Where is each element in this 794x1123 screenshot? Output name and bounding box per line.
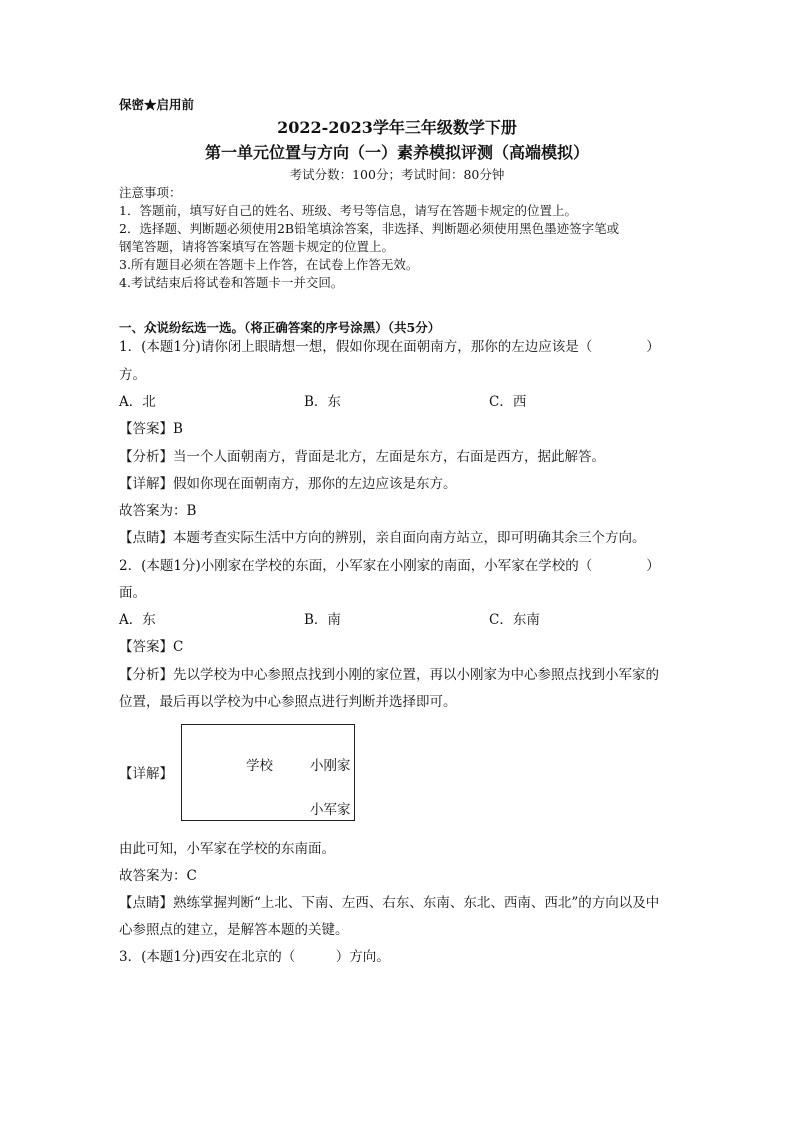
q2-stem-cont: 面。	[119, 585, 146, 601]
direction-diagram	[181, 724, 355, 821]
q2-comment-cont: 心参照点的建立，是解答本题的关键。	[119, 922, 349, 938]
section-heading: 一、众说纷纭选一选。（将正确答案的序号涂黑）（共5分）	[119, 320, 441, 335]
q1-option-c: C．西	[489, 394, 527, 410]
q1-option-a: A．北	[119, 394, 156, 410]
q1-detail: 【详解】假如你现在面朝南方，那你的左边应该是东方。	[119, 476, 457, 492]
note-item: 3.所有题目必须在答题卡上作答，在试卷上作答无效。	[119, 257, 419, 272]
q2-result: 由此可知，小军家在学校的东南面。	[119, 841, 335, 857]
note-item: 2．选择题、判断题必须使用2B铅笔填涂答案，非选择、判断题必须使用黑色墨迹签字笔或	[119, 221, 620, 236]
q2-analysis-cont: 位置，最后再以学校为中心参照点进行判断并选择即可。	[119, 694, 457, 710]
q1-conclusion: 故答案为：B	[119, 503, 197, 519]
confidential-label: 保密★启用前	[119, 97, 195, 112]
title-line-1: 2022-2023学年三年级数学下册	[277, 118, 517, 137]
q1-stem: 1．(本题1分)请你闭上眼睛想一想，假如你现在面朝南方，那你的左边应该是（ ）	[119, 339, 660, 355]
exam-info: 考试分数：100分；考试时间：80分钟	[289, 167, 505, 182]
school-label: 学校	[246, 758, 273, 774]
q2-answer: 【答案】C	[119, 639, 184, 655]
q2-stem: 2．(本题1分)小刚家在学校的东面，小军家在小刚家的南面，小军家在学校的（ ）	[119, 558, 660, 574]
q2-option-a: A．东	[119, 612, 156, 628]
note-item: 1．答题前，填写好自己的姓名、班级、考号等信息，请写在答题卡规定的位置上。	[119, 203, 577, 218]
q1-stem-cont: 方。	[119, 367, 146, 383]
q2-conclusion: 故答案为：C	[119, 868, 197, 884]
q1-answer: 【答案】B	[119, 421, 183, 437]
xiaogang-home-label: 小刚家	[310, 758, 351, 774]
note-item: 钢笔答题，请将答案填写在答题卡规定的位置上。	[119, 239, 395, 254]
q1-option-b: B．东	[304, 394, 341, 410]
q2-option-b: B．南	[304, 612, 341, 628]
q2-option-c: C．东南	[489, 612, 540, 628]
q2-detail-label: 【详解】	[119, 766, 173, 782]
q1-comment: 【点睛】本题考查实际生活中方向的辨别，亲自面向南方站立，即可明确其余三个方向。	[119, 530, 646, 546]
note-item: 4.考试结束后将试卷和答题卡一并交回。	[119, 275, 344, 290]
notes-heading: 注意事项：	[119, 185, 182, 200]
q2-comment: 【点睛】熟练掌握判断“上北、下南、左西、右东、东南、东北、西南、西北”的方向以及中	[119, 895, 660, 911]
q3-stem: 3．(本题1分)西安在北京的（ ）方向。	[119, 949, 390, 965]
title-line-2: 第一单元位置与方向（一）素养模拟评测（高端模拟）	[204, 143, 589, 162]
q1-analysis: 【分析】当一个人面朝南方，背面是北方，左面是东方，右面是西方，据此解答。	[119, 449, 605, 465]
q2-analysis: 【分析】先以学校为中心参照点找到小刚的家位置，再以小刚家为中心参照点找到小军家的	[119, 667, 659, 683]
xiaojun-home-label: 小军家	[310, 802, 351, 818]
